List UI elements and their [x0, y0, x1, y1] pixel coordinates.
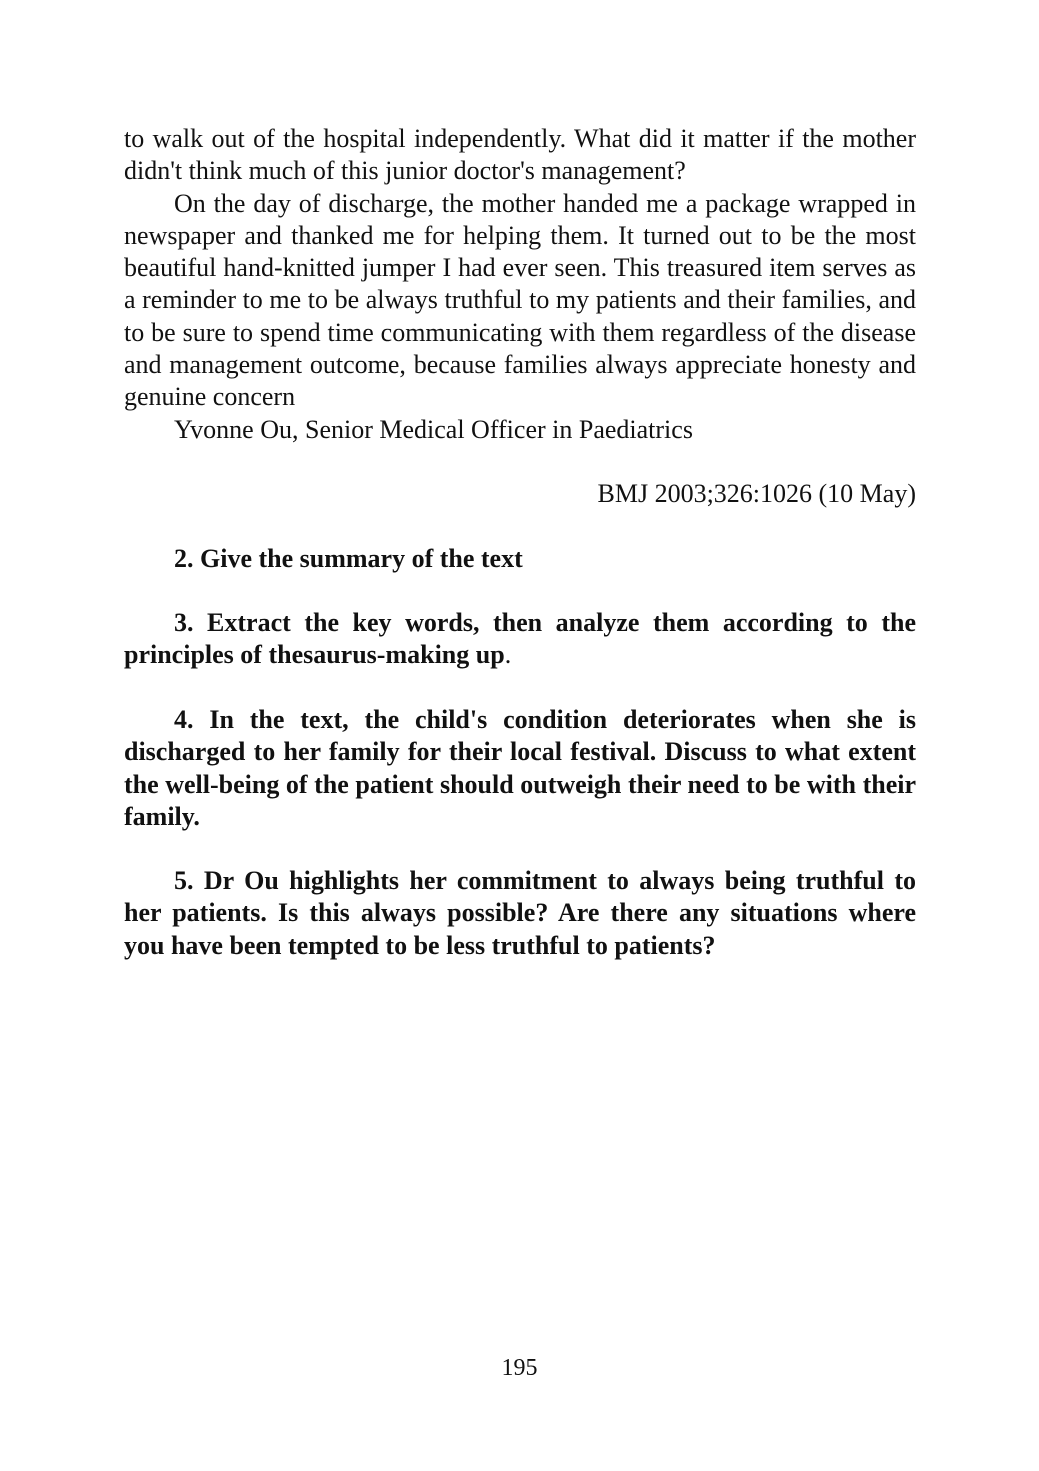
citation: BMJ 2003;326:1026 (10 May): [597, 479, 916, 508]
question-4: [124, 704, 916, 833]
question-2: [124, 543, 916, 575]
body-text: [124, 123, 916, 446]
question-5: [124, 865, 916, 962]
question-3-period: .: [504, 640, 512, 670]
author-signature: Yvonne Ou, Senior Medical Officer in Paediatrics: [174, 414, 693, 444]
question-3: [124, 607, 916, 672]
paragraph-discharge: On the day of discharge, the mother handed me a package wrapped in newspaper and thanked me for helping them. It turned out to be the most beautiful hand-knitted jumper I had ever seen. This treasured item serves as a reminder to me to be always truthful to my patients and their families, and to be sure to spend time communicating with them regardless of the disease and management outcome, because families always appreciate honesty and genuine concern: [124, 188, 916, 412]
question-3-text: 3. Extract the key words, then analyze them according to the principles of thesaurus-making up: [124, 608, 916, 670]
page-number: 195: [501, 1355, 538, 1381]
paragraph-continuation: to walk out of the hospital independently. What did it matter if the mother didn't think much of this junior doctor's management?: [124, 124, 916, 186]
question-5-text: 5. Dr Ou highlights her commitment to always being truthful to her patients. Is this always possible? Are there any situations where you have been tempted to be less truthful to patients?: [124, 866, 916, 960]
question-2-text: 2. Give the summary of the text: [174, 544, 523, 573]
question-4-text: 4. In the text, the child's condition deteriorates when she is discharged to her family for their local festival. Discuss to what extent the well-being of the patient should outweigh their need to be with their family.: [124, 705, 916, 831]
